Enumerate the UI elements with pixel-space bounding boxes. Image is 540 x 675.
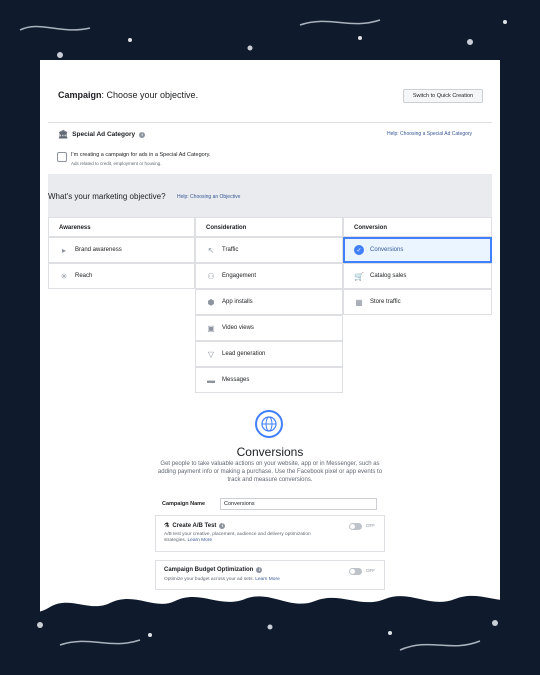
ab-test-toggle[interactable] bbox=[349, 523, 362, 530]
objective-label: Traffic bbox=[222, 247, 239, 253]
objective-store-traffic[interactable] bbox=[343, 289, 492, 315]
conversions-description: Get people to take valuable actions on your website, app or in Messenger, such as adding payment info or making a purchase. Use the Facebook pixel or app events to track and measure conversions. bbox=[157, 461, 383, 483]
ab-test-title-row bbox=[164, 522, 225, 529]
objective-engagement[interactable] bbox=[195, 263, 343, 289]
cursor-icon: ↖ bbox=[207, 245, 215, 255]
objective-label: Engagement bbox=[222, 273, 257, 279]
objective-video-views[interactable] bbox=[195, 315, 343, 341]
video-icon: ▣ bbox=[207, 323, 215, 333]
column-heading-awareness: Awareness bbox=[48, 217, 195, 237]
chat-icon: ▬ bbox=[207, 375, 215, 385]
special-ad-checkbox[interactable] bbox=[57, 152, 67, 162]
objective-brand-awareness[interactable] bbox=[48, 237, 195, 263]
budget-learn-more-link[interactable]: Learn More bbox=[255, 577, 280, 582]
objective-app-installs[interactable] bbox=[195, 289, 343, 315]
objective-catalog-sales[interactable] bbox=[343, 263, 492, 289]
beaker-icon: ⚗ bbox=[164, 523, 170, 529]
objective-label: Conversions bbox=[370, 247, 404, 253]
objective-title: What's your marketing objective? bbox=[48, 192, 166, 201]
budget-title: Campaign Budget Optimization bbox=[164, 567, 254, 573]
objective-label: Messages bbox=[222, 377, 250, 383]
switch-quick-creation-button[interactable]: Switch to Quick Creation bbox=[403, 89, 483, 103]
ab-test-title: Create A/B Test bbox=[172, 522, 217, 529]
reach-icon: ✳ bbox=[60, 271, 68, 281]
page-header bbox=[58, 90, 198, 100]
people-icon: ⚇ bbox=[207, 271, 215, 281]
special-ad-help-link[interactable]: Help: Choosing a Special Ad Category bbox=[387, 131, 473, 137]
campaign-subtitle: : Choose your objective. bbox=[101, 90, 199, 100]
grunge-bottom-decoration bbox=[0, 575, 540, 675]
objective-label: Video views bbox=[222, 325, 254, 331]
objective-label: App installs bbox=[222, 299, 253, 305]
ab-test-description bbox=[164, 532, 334, 544]
objective-conversions[interactable] bbox=[343, 237, 492, 263]
divider bbox=[48, 122, 492, 123]
funnel-icon: ▽ bbox=[207, 349, 215, 359]
check-icon: ✓ bbox=[354, 245, 364, 255]
column-heading-consideration: Consideration bbox=[195, 217, 343, 237]
objective-messages[interactable] bbox=[195, 367, 343, 393]
objective-reach[interactable] bbox=[48, 263, 195, 289]
special-ad-checkbox-sub: Ads related to credit, employment or housing. bbox=[71, 161, 162, 166]
info-icon[interactable]: i bbox=[219, 523, 225, 529]
budget-title-row bbox=[164, 567, 262, 573]
budget-desc-text: Optimize your budget across your ad sets. bbox=[164, 577, 254, 582]
objective-label: Reach bbox=[75, 273, 93, 279]
globe-icon bbox=[255, 410, 283, 438]
budget-toggle[interactable] bbox=[349, 568, 362, 575]
special-ad-category-heading bbox=[58, 130, 145, 139]
objective-traffic[interactable] bbox=[195, 237, 343, 263]
bank-icon: 🏛 bbox=[58, 130, 69, 139]
ab-test-card bbox=[155, 515, 385, 552]
ab-test-learn-more-link[interactable]: Learn More bbox=[187, 538, 213, 543]
objective-lead-generation[interactable] bbox=[195, 341, 343, 367]
objective-label: Catalog sales bbox=[370, 273, 407, 279]
column-heading-conversion: Conversion bbox=[343, 217, 492, 237]
conversions-title: Conversions bbox=[236, 445, 304, 459]
megaphone-icon: ▸ bbox=[61, 245, 66, 255]
campaign-label: Campaign bbox=[58, 90, 102, 100]
objective-label: Brand awareness bbox=[75, 247, 122, 253]
campaign-name-input[interactable]: Conversions bbox=[220, 498, 377, 510]
budget-toggle-label: OFF bbox=[366, 568, 375, 573]
objective-help-link[interactable]: Help: Choosing an Objective bbox=[177, 194, 241, 200]
info-icon[interactable]: i bbox=[256, 567, 262, 573]
special-ad-checkbox-label: I'm creating a campaign for ads in a Special Ad Category. bbox=[71, 152, 211, 158]
box-icon: ⬢ bbox=[207, 297, 215, 307]
store-icon: ▦ bbox=[355, 297, 363, 307]
cart-icon: 🛒 bbox=[354, 271, 364, 281]
campaign-name-label: Campaign Name bbox=[162, 501, 206, 507]
special-ad-category-title: Special Ad Category bbox=[72, 131, 136, 138]
ads-manager-page bbox=[40, 60, 500, 615]
ab-test-toggle-label: OFF bbox=[366, 523, 375, 528]
objective-label: Lead generation bbox=[222, 351, 266, 357]
info-icon[interactable]: i bbox=[139, 132, 145, 138]
ab-test-desc-text: A/B test your creative, placement, audience and delivery optimization strategies. bbox=[164, 532, 311, 543]
objective-label: Store traffic bbox=[370, 299, 401, 305]
